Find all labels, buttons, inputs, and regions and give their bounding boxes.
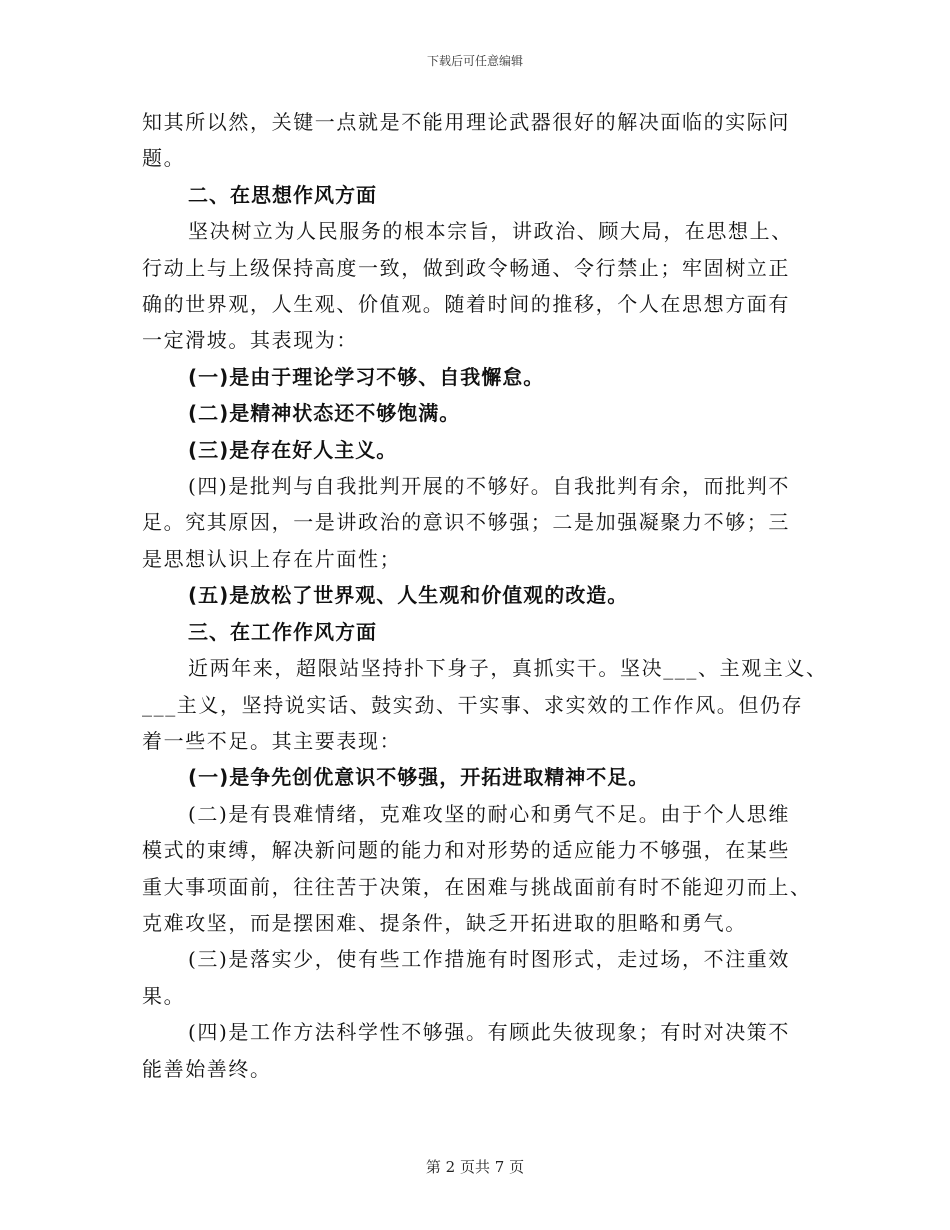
text-line: 题。 [142, 146, 186, 171]
text-line: 模式的束缚，解决新问题的能力和对形势的适应能力不够强，在某些 [142, 838, 790, 863]
text-line: 知其所以然，关键一点就是不能用理论武器很好的解决面临的实际问 [142, 110, 790, 134]
list-item: (五)是放松了世界观、人生观和价值观的改造。 [188, 583, 629, 608]
text-line: 足。究其原因，一是讲政治的意识不够强；二是加强凝聚力不够；三 [142, 510, 790, 535]
section-heading: 二、在思想作风方面 [188, 182, 377, 207]
text-line: 确的世界观，人生观、价值观。随着时间的推移，个人在思想方面有 [142, 292, 790, 317]
list-item: (四)是批判与自我批判开展的不够好。自我批判有余，而批判不 [188, 474, 791, 499]
text-line: ___主义，坚持说实话、鼓实劲、干实事、求实效的工作作风。但仍存 [142, 692, 804, 717]
text-line: 是思想认识上存在片面性； [142, 546, 402, 571]
text-line: 近两年来，超限站坚持扑下身子，真抓实干。坚决___、主观主义、 [188, 656, 828, 681]
page-header: 下载后可任意编辑 [426, 54, 523, 68]
list-item: (三)是存在好人主义。 [188, 437, 398, 462]
text-line: 坚决树立为人民服务的根本宗旨，讲政治、顾大局，在思想上、 [188, 219, 793, 244]
list-item: (二)是有畏难情绪，克难攻坚的耐心和勇气不足。由于个人思维 [188, 801, 791, 826]
list-item: (四)是工作方法科学性不够强。有顾此失彼现象；有时对决策不 [188, 1020, 791, 1045]
list-item: (二)是精神状态还不够饱满。 [188, 401, 461, 426]
text-line: 克难攻坚，而是摆困难、提条件，缺乏开拓进取的胆略和勇气。 [142, 910, 747, 935]
section-heading: 三、在工作作风方面 [188, 619, 377, 644]
document-body [142, 104, 828, 1087]
text-line: 行动上与上级保持高度一致，做到政令畅通、令行禁止；牢固树立正 [142, 255, 790, 280]
text-line: 果。 [142, 983, 186, 1008]
text-line: 重大事项面前，往往苦于决策，在困难与挑战面前有时不能迎刃而上、 [142, 874, 812, 899]
list-item: (一)是由于理论学习不够、自我懈怠。 [188, 364, 545, 389]
text-line: 一定滑坡。其表现为： [142, 328, 358, 353]
list-item: (一)是争先创优意识不够强，开拓进取精神不足。 [188, 765, 650, 790]
text-line: 着一些不足。其主要表现： [142, 728, 402, 753]
page-footer: 第 2 页共 7 页 [425, 1158, 525, 1176]
text-line: 能善始善终。 [142, 1056, 272, 1081]
list-item: (三)是落实少，使有些工作措施有时图形式，走过场，不注重效 [188, 947, 791, 972]
